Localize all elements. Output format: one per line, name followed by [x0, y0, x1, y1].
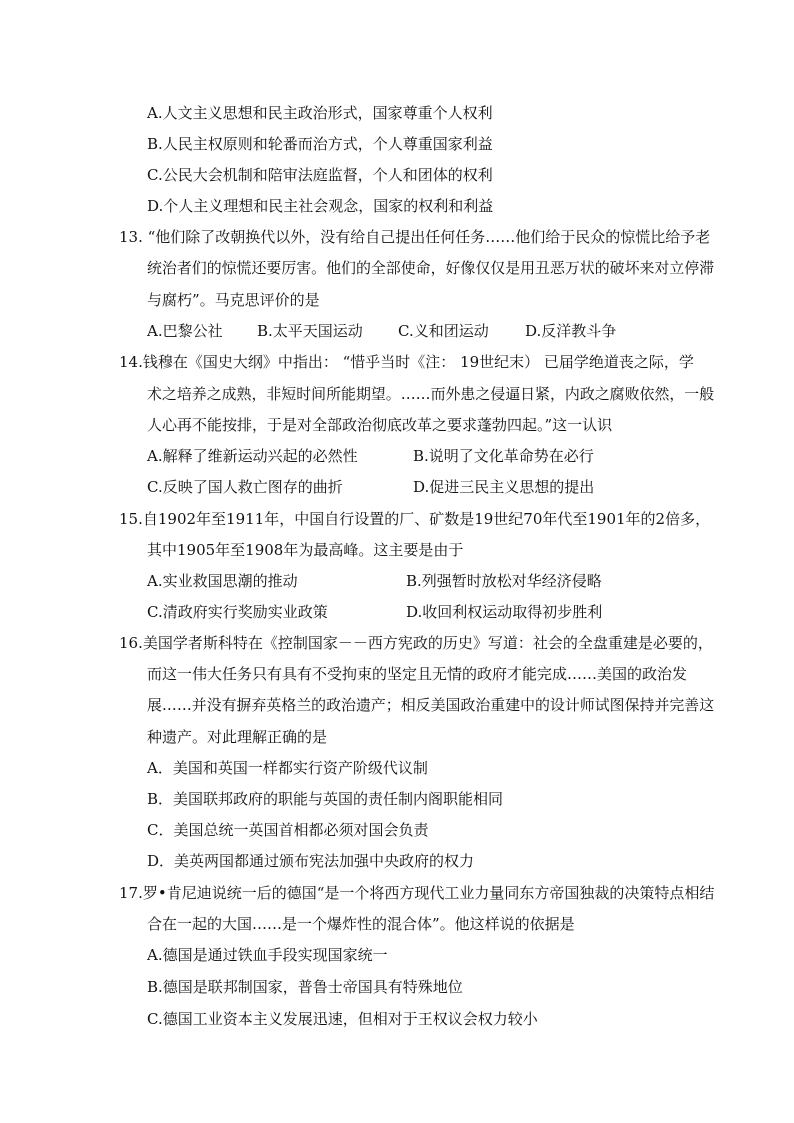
question-stem-line: 术之培养之成熟，非短时间所能期望。……而外患之侵逼日紧，内政之腐败依然，一般	[147, 385, 715, 403]
question-stem-line: 人心再不能按排，于是对全部政治彻底改革之要求蓬勃四起。”这一认识	[147, 416, 613, 434]
option-a: A.德国是通过铁血手段实现国家统一	[147, 946, 388, 964]
option-d: D.反洋教斗争	[525, 322, 617, 340]
option-b: B.说明了文化革命势在必行	[413, 447, 594, 465]
question-stem-line: 16.美国学者斯科特在《控制国家－－西方宪政的历史》写道：社会的全盘重建是必要的，	[119, 634, 713, 652]
question-stem-line: 15.自1902年至1911年，中国自行设置的厂、矿数是19世纪70年代至1901年的2倍多，	[119, 510, 711, 528]
option-c: C.公民大会机制和陪审法庭监督，个人和团体的权利	[147, 166, 493, 184]
question-stem-line: 其中1905年至1908年为最高峰。这主要是由于	[147, 541, 464, 559]
question-stem-line: 展……并没有摒弃英格兰的政治遗产；相反美国政治重建中的设计师试图保持并完善这	[147, 696, 715, 714]
question-stem-line: 统治者们的惊慌还要厉害。他们的全部使命，好像仅仅是用丑恶万状的破坏来对立停滞	[147, 259, 715, 277]
question-stem-line: 17.罗•肯尼迪说统一后的德国“是一个将西方现代工业力量同东方帝国独裁的决策特点相结	[119, 884, 715, 902]
question-stem-line: 13. “他们除了改朝换代以外，没有给自己提出任何任务……他们给于民众的惊慌比给予老	[119, 228, 711, 246]
question-stem-line: 与腐朽”。马克思评价的是	[147, 291, 320, 309]
option-d: D.收回利权运动取得初步胜利	[406, 603, 603, 621]
question-stem-line: 合在一起的大国……是一个爆炸性的混合体”。他这样说的依据是	[147, 915, 575, 933]
option-a: A.实业救国思潮的推动	[147, 572, 298, 590]
question-stem-line: 而这一伟大任务只有具有不受拘束的坚定且无情的政府才能完成……美国的政治发	[147, 665, 688, 683]
option-c: C．美国总统一英国首相都必须对国会负责	[147, 821, 429, 839]
option-a: A.人文主义思想和民主政治形式，国家尊重个人权利	[147, 104, 493, 122]
option-c: C.清政府实行奖励实业政策	[147, 603, 328, 621]
option-a: A.解释了维新运动兴起的必然性	[147, 447, 358, 465]
option-c: C.反映了国人救亡图存的曲折	[147, 478, 343, 496]
question-stem-line: 14.钱穆在《国史大纲》中指出： “惜乎当时《注： 19世纪末） 已届学绝道丧之际，学	[119, 353, 694, 371]
option-b: B.人民主权原则和轮番而治方式，个人尊重国家利益	[147, 135, 493, 153]
option-a: A．美国和英国一样都实行资产阶级代议制	[147, 759, 428, 777]
option-b: B.列强暂时放松对华经济侵略	[406, 572, 602, 590]
option-d: D．美英两国都通过颁布宪法加强中央政府的权力	[147, 852, 475, 870]
option-c: C.德国工业资本主义发展迅速，但相对于王权议会权力较小	[147, 1010, 538, 1028]
option-c: C.义和团运动	[398, 322, 489, 340]
option-b: B.太平天国运动	[257, 322, 363, 340]
option-d: D.促进三民主义思想的提出	[413, 478, 595, 496]
option-b: B．美国联邦政府的职能与英国的责任制内阁职能相同	[147, 790, 504, 808]
question-stem-line: 种遗产。对此理解正确的是	[147, 728, 328, 746]
option-d: D.个人主义理想和民主社会观念，国家的权利和利益	[147, 197, 494, 215]
option-a: A.巴黎公社	[147, 322, 223, 340]
option-b: B.德国是联邦制国家，普鲁士帝国具有特殊地位	[147, 978, 463, 996]
